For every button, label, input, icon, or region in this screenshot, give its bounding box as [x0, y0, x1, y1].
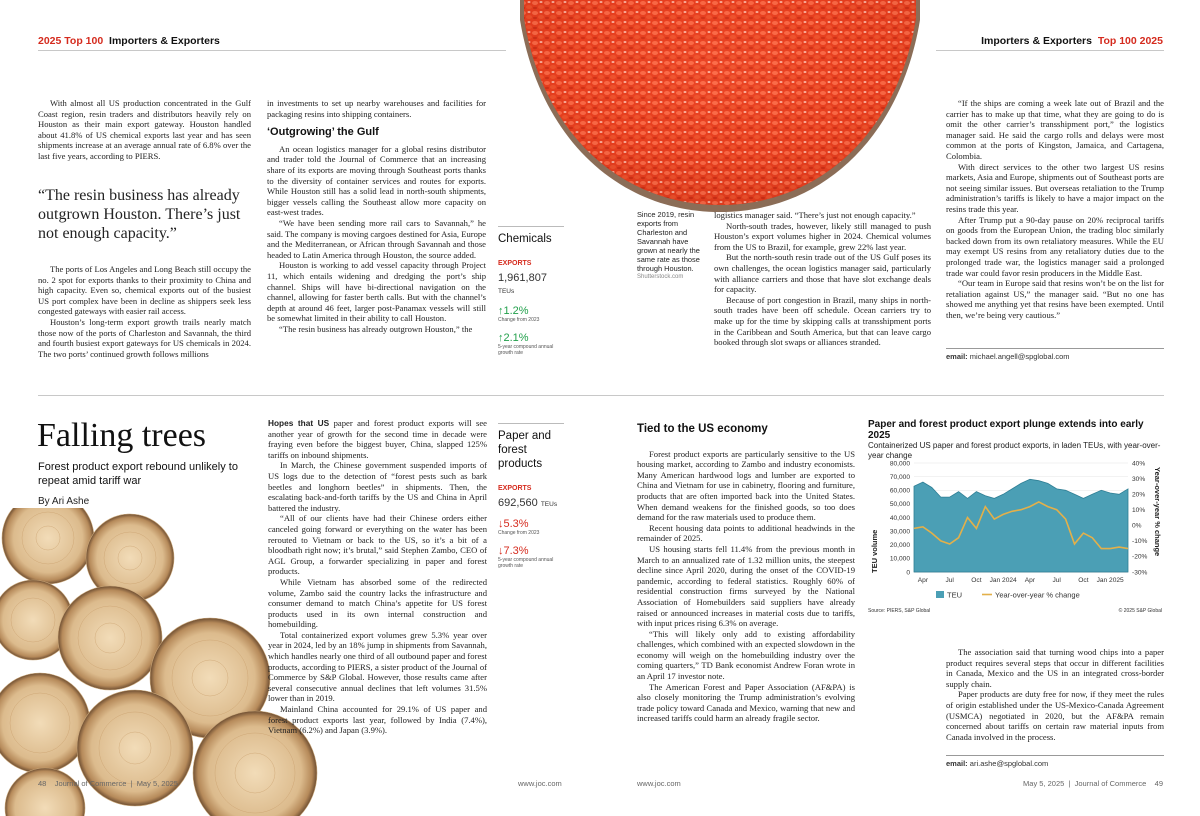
- y-tick-label: 20,000: [889, 542, 910, 550]
- running-head-section: Importers & Exporters: [981, 35, 1092, 47]
- y2-tick-label: 20%: [1132, 491, 1146, 499]
- change-note: Change from 2023: [498, 317, 540, 323]
- paragraph: North-south trades, however, likely still managed to push Houston’s export volumes higher in 2024. Chemical volumes from the US to Brazil, for example, grew 22% last year.: [714, 220, 931, 252]
- paragraph: An ocean logistics manager for a global resins distributor and trader told the Journal of Commerce that an increasing share of its exports are moving through Southeast ports thanks to the diversity of container services and routes for exports. While Houston still has a solid lead in north-south shipments, bigger vessels calling the Southeast allow more capacity on east-west trades.: [267, 143, 486, 218]
- paragraph: The association said that turning wood chips into a paper product requires several steps that occur in different facilities in Canada, Mexico and the US in an integrated cross-border supply chain.: [946, 647, 1164, 689]
- volume-value: 692,560: [498, 497, 538, 509]
- photo-credit: Shutterstock.com: [637, 274, 684, 280]
- paragraph: With direct services to the other two largest US resins markets, Asia and Europe, shipments out of Southeast ports are not seeing similar issues. But overseas retaliation to the Trump administration’s tariffs is likely to have a major impact on the resins trade this year.: [946, 161, 1164, 214]
- pull-quote: [38, 186, 251, 243]
- header-rule-right: [936, 50, 1164, 51]
- paragraph: Mainland China accounted for 29.1% of US paper and forest product exports last year, followed by India (7.4%), Vietnam (6.2%) and Japan (3.9%).: [268, 704, 487, 736]
- arrow-up-icon: ↑: [498, 332, 504, 344]
- running-head-section: Importers & Exporters: [109, 35, 220, 47]
- stat-box-change: [498, 305, 564, 317]
- y2-tick-label: 0%: [1132, 522, 1142, 530]
- forest-col-3: [946, 647, 1164, 742]
- section-divider: [38, 395, 1164, 396]
- paragraph: “We have been sending more rail cars to Savannah,” he said. The company is moving cargoes destined for Asia, Europe and the Mediterranean, or African through Savannah and those headed to Latin America through Houston, the source added.: [267, 217, 487, 260]
- chart-source: Source: PIERS, S&P Global: [868, 608, 931, 614]
- paragraph: in investments to set up nearby warehouses and facilities for packaging resins into shipping containers.: [267, 98, 486, 119]
- cagr-value: 7.3%: [503, 545, 529, 557]
- y-tick-label: 40,000: [889, 514, 910, 522]
- stat-box-label: EXPORTS: [498, 485, 532, 492]
- paragraph: The American Forest and Paper Association (AF&PA) is also closely monitoring the Trump administration’s evolving trade policy toward Canada and Mexico, warning that new and increased tariffs could harm an already fragile sector.: [637, 681, 855, 724]
- stat-box-label: EXPORTS: [498, 260, 532, 267]
- x-tick-label: Jan 2025: [1096, 577, 1124, 584]
- y-tick-label: 0: [906, 569, 910, 577]
- issue-date: May 5, 2025: [136, 779, 178, 788]
- email-label: email:: [946, 352, 968, 361]
- legend-label-yoy: Year-over-year % change: [995, 590, 1080, 600]
- paragraph: But the north-south resin trade out of the US Gulf poses its own challenges, the ocean logistics manager said, particularly with alliance carriers and those that have slot exchange deals for capacity.: [714, 252, 931, 295]
- chem-col-1a: [38, 98, 251, 162]
- forest-col-2: [637, 424, 855, 724]
- chart-subtitle: Containerized US paper and forest product exports, in laden TEUs, with year-over-year change: [868, 441, 1161, 460]
- chart-copyright: © 2025 S&P Global: [1118, 608, 1162, 614]
- change-value: 5.3%: [503, 518, 529, 530]
- y-axis-title: TEU volume: [870, 529, 879, 573]
- stat-box-title: Paper and forest products: [498, 423, 564, 471]
- paragraph: Because of port congestion in Brazil, many ships in north-south trades have been off schedule. Ocean carriers try to make up for the time by skipping calls at transshipment ports in the Caribbean and South America, but that can leave cargo booked through slot swaps or alliances stranded.: [714, 294, 931, 348]
- paper-stat-box: [498, 423, 564, 569]
- paragraph: “This will likely only add to existing affordability challenges, which combined with an expected slowdown in the economy will weigh on the homebuilding industry over the coming quarters,” TD Bank economist Andrew Foran wrote in an April 17 investor note.: [637, 628, 855, 682]
- author-email-chem: [946, 348, 1164, 361]
- stat-box-title: Chemicals: [498, 226, 564, 246]
- photo-caption: [637, 210, 703, 282]
- page-number: 48: [38, 779, 47, 788]
- subheading: ‘Outgrowing’ the Gulf: [267, 126, 379, 139]
- paragraph: logistics manager said. “There’s just not enough capacity.”: [714, 210, 916, 220]
- teu-area-series: [914, 479, 1128, 572]
- chart-title: Paper and forest product export plunge extends into early 2025: [868, 419, 1144, 441]
- paragraph: Houston’s long-term export growth trails nearly match those now of the ports of Charleston and Savannah, the third and fourth busiest export gateways for US chemicals in 2024. The two ports’ continued growth follows millions: [38, 316, 251, 359]
- cagr-note: 5-year compound annual growth rate: [498, 557, 554, 569]
- x-tick-label: Apr: [917, 577, 929, 584]
- email-label: email:: [946, 759, 968, 768]
- paragraph: With almost all US production concentrated in the Gulf Coast region, resin traders and distributors heavily rely on Houston as their main export gateway. Houston handled about 41.8% of US chemical exports last year and has seen shipments increase at an average annual rate of 6.8% over the last five years, according to PIERS.: [38, 98, 251, 161]
- paragraph: US housing starts fell 11.4% from the previous month in March to an annualized rate of 1.32 million units, the steepest decline since April 2020, during the onset of the COVID-19 pandemic, according to federal statistics. Roughly 60% of residential construction firms surveyed by the National Association of Homebuilders said suppliers have already raised or announced increases in material costs due to tariffs, with input prices rising 6.3% on average.: [637, 543, 855, 629]
- legend-label-teu: TEU: [947, 590, 962, 600]
- paragraph: Recent housing data points to additional headwinds in the remainder of 2025.: [637, 522, 855, 544]
- paragraph: The ports of Los Angeles and Long Beach still occupy the no. 2 spot for exports thanks to their proximity to China and high capacity. Even so, chemical exports out of the busiest US port complex have been in decline as shippers seek less congested gateways with easier rail access.: [38, 264, 251, 317]
- volume-value: 1,961,807: [498, 272, 547, 284]
- chem-col-2: [267, 98, 486, 334]
- chart-header: [868, 419, 1164, 460]
- y-tick-label: 80,000: [889, 460, 910, 468]
- y2-tick-label: 40%: [1132, 460, 1146, 468]
- x-tick-label: Oct: [1078, 577, 1089, 584]
- paragraph: Total containerized export volumes grew 5.3% year over year in 2024, led by an 18% jump in shipments from Savannah, which handles nearly one third of all outbound paper and forest products, according to PIERS, a sister product of the Journal of Commerce by S&P Global. However, those results came after several consecutive annual declines that left volumes 31.5% lower than in 2019.: [268, 629, 487, 704]
- email-link[interactable]: ari.ashe@spglobal.com: [969, 759, 1049, 768]
- x-tick-label: Jul: [945, 577, 954, 584]
- export-chart: [866, 455, 1164, 620]
- lead-in: Hopes that US: [268, 418, 330, 428]
- publication-name: Journal of Commerce: [1074, 779, 1147, 788]
- paragraph: [268, 418, 487, 460]
- change-note: Change from 2023: [498, 530, 540, 536]
- paragraph: Houston is working to add vessel capacity through Project 11, which entails widening and dredging the port’s ship channel. Ships will have bi-directional navigation on the channel, allowing for faster berth calls. But with the channel’s depth at around 46 feet, larger post-Panamax vessels will still be somewhat limited in their ability to call Houston.: [267, 260, 486, 324]
- author-email-forest: [946, 755, 1164, 768]
- header-rule-left: [38, 50, 506, 51]
- arrow-down-icon: ↓: [498, 545, 504, 557]
- chem-col-3: [714, 210, 931, 348]
- stat-box-volume: [498, 272, 564, 296]
- y2-tick-label: -30%: [1132, 569, 1148, 577]
- y2-tick-label: 30%: [1132, 475, 1146, 483]
- y-tick-label: 30,000: [889, 528, 910, 536]
- footer-right: [1023, 779, 1163, 788]
- caption-text: Since 2019, resin exports from Charleston and Savannah have grown at nearly the same rate as those through Houston.: [637, 210, 700, 273]
- article-deck: Forest product export rebound unlikely to repeat amid tariff war: [38, 461, 238, 487]
- volume-unit: TEUs: [540, 501, 558, 508]
- lead-text: paper and forest product exports will see another year of growth for the second time in decade were fraying even before the biggest buyer, China, slapped 125% tariffs on inbound shipments.: [268, 418, 487, 460]
- y2-tick-label: 10%: [1132, 507, 1146, 515]
- paragraph: “Our team in Europe said that resins won’t be on the list for retaliation against US,” the manager said. “But no one has showed me anything yet that resins have been exempted. Until then, we’re being very cautious.”: [946, 278, 1164, 320]
- x-tick-label: Jan 2024: [989, 577, 1017, 584]
- stat-box-volume: [498, 497, 564, 509]
- y-tick-label: 10,000: [889, 555, 910, 563]
- paragraph: After Trump put a 90-day pause on 20% reciprocal tariffs on goods from the European Union, the trading bloc similarly backed down from its own retaliatory measures. While the EU may exempt US resins from any retaliatory duties due to the prolonged trade war, the logistics manager said a prolonged trade war could favor resin producers in the Middle East.: [946, 214, 1164, 278]
- issue-date: May 5, 2025: [1023, 779, 1065, 788]
- chem-col-1b: [38, 264, 251, 359]
- running-head-year: Top 100 2025: [1097, 35, 1163, 47]
- email-link[interactable]: michael.angell@spglobal.com: [969, 352, 1070, 361]
- running-head-year: 2025 Top 100: [38, 35, 104, 47]
- arrow-up-icon: ↑: [498, 305, 504, 317]
- article-byline: By Ari Ashe: [38, 496, 90, 507]
- footer-url-right[interactable]: www.joc.com: [637, 779, 681, 788]
- y2-tick-label: -10%: [1132, 538, 1148, 546]
- footer-url-left[interactable]: www.joc.com: [518, 779, 562, 788]
- change-value: 1.2%: [503, 305, 529, 317]
- subheading: Tied to the US economy: [637, 423, 768, 435]
- paragraph: Paper products are duty free for now, if they meet the rules of origin established under the US-Mexico-Canada Agreement (USMCA) negotiated in 2020, but the AF&PA remain concerned about tariffs on certain raw material inputs from Canada involved in the process.: [946, 689, 1164, 742]
- running-head-right: [981, 35, 1163, 47]
- paragraph: While Vietnam has absorbed some of the redirected volume, Zambo said the country lacks the infrastructure and consumer demand to match China’s appetite for US forest products used in its own internal construction and homebuilding.: [268, 576, 487, 630]
- footer-left: [38, 779, 178, 788]
- footer-separator: |: [1068, 779, 1071, 788]
- stat-box-cagr: [498, 545, 564, 557]
- y-tick-label: 60,000: [889, 487, 910, 495]
- y-tick-label: 50,000: [889, 501, 910, 509]
- page-number: 49: [1154, 779, 1163, 788]
- stat-box-cagr: [498, 332, 564, 344]
- publication-name: Journal of Commerce: [54, 779, 127, 788]
- footer-separator: |: [130, 779, 133, 788]
- paragraph: “All of our clients have had their Chinese orders either canceled going forward or everything on the water has been rerouted to Vietnam or back to the US, so it’s a bit of a bloodbath right now; it’s brutal,” said Stephen Zambo, CEO of AGL Group, a forwarder specializing in paper and forest products.: [268, 513, 487, 577]
- running-head-left: [38, 35, 220, 47]
- paragraph: Forest product exports are particularly sensitive to the US housing market, according to Zambo and industry economists. Many American hardwood logs and lumber are exported to China and Vietnam for use in cabinetry, flooring and furniture, products that are often imported back into the United States. When demand weakens for the finished goods, so too does demand for the raw materials used to produce them.: [637, 448, 855, 523]
- pull-quote-text: “The resin business has already outgrown Houston. There’s just not enough capacity.”: [38, 187, 241, 242]
- x-tick-label: Jul: [1052, 577, 1061, 584]
- y2-axis-title: Year-over-year % change: [1153, 467, 1162, 557]
- paragraph: “If the ships are coming a week late out of Brazil and the carrier has to make up that time, what they are going to do is omit the other carrier’s transshipment port,” the logistics manager said. He said the cargo rolls and delays were most common at the ports of Kingston, Jamaica, and Cartagena, Colombia.: [946, 98, 1164, 161]
- resin-pellets-photo: [520, 0, 920, 215]
- arrow-down-icon: ↓: [498, 518, 504, 530]
- forest-col-1: [268, 418, 487, 736]
- chemicals-stat-box: [498, 226, 564, 356]
- y-tick-label: 70,000: [889, 473, 910, 481]
- paragraph: In March, the Chinese government suspended imports of US logs due to the detection of “forest pests such as bark beetles and longhorn beetles” in shipments. Then, the escalating back-and-forth tariffs by the US and China in April battered the industry.: [268, 460, 487, 513]
- x-tick-label: Oct: [971, 577, 982, 584]
- chem-col-4: [946, 98, 1164, 320]
- paragraph: “The resin business has already outgrown Houston,” the: [279, 323, 473, 334]
- y2-tick-label: -20%: [1132, 553, 1148, 561]
- article-headline: Falling trees: [37, 417, 207, 454]
- cagr-note: 5-year compound annual growth rate: [498, 344, 554, 356]
- stat-box-change: [498, 518, 564, 530]
- cagr-value: 2.1%: [503, 332, 529, 344]
- legend-swatch-teu: [936, 591, 944, 598]
- x-tick-label: Apr: [1024, 577, 1036, 584]
- volume-unit: TEUs: [498, 288, 515, 295]
